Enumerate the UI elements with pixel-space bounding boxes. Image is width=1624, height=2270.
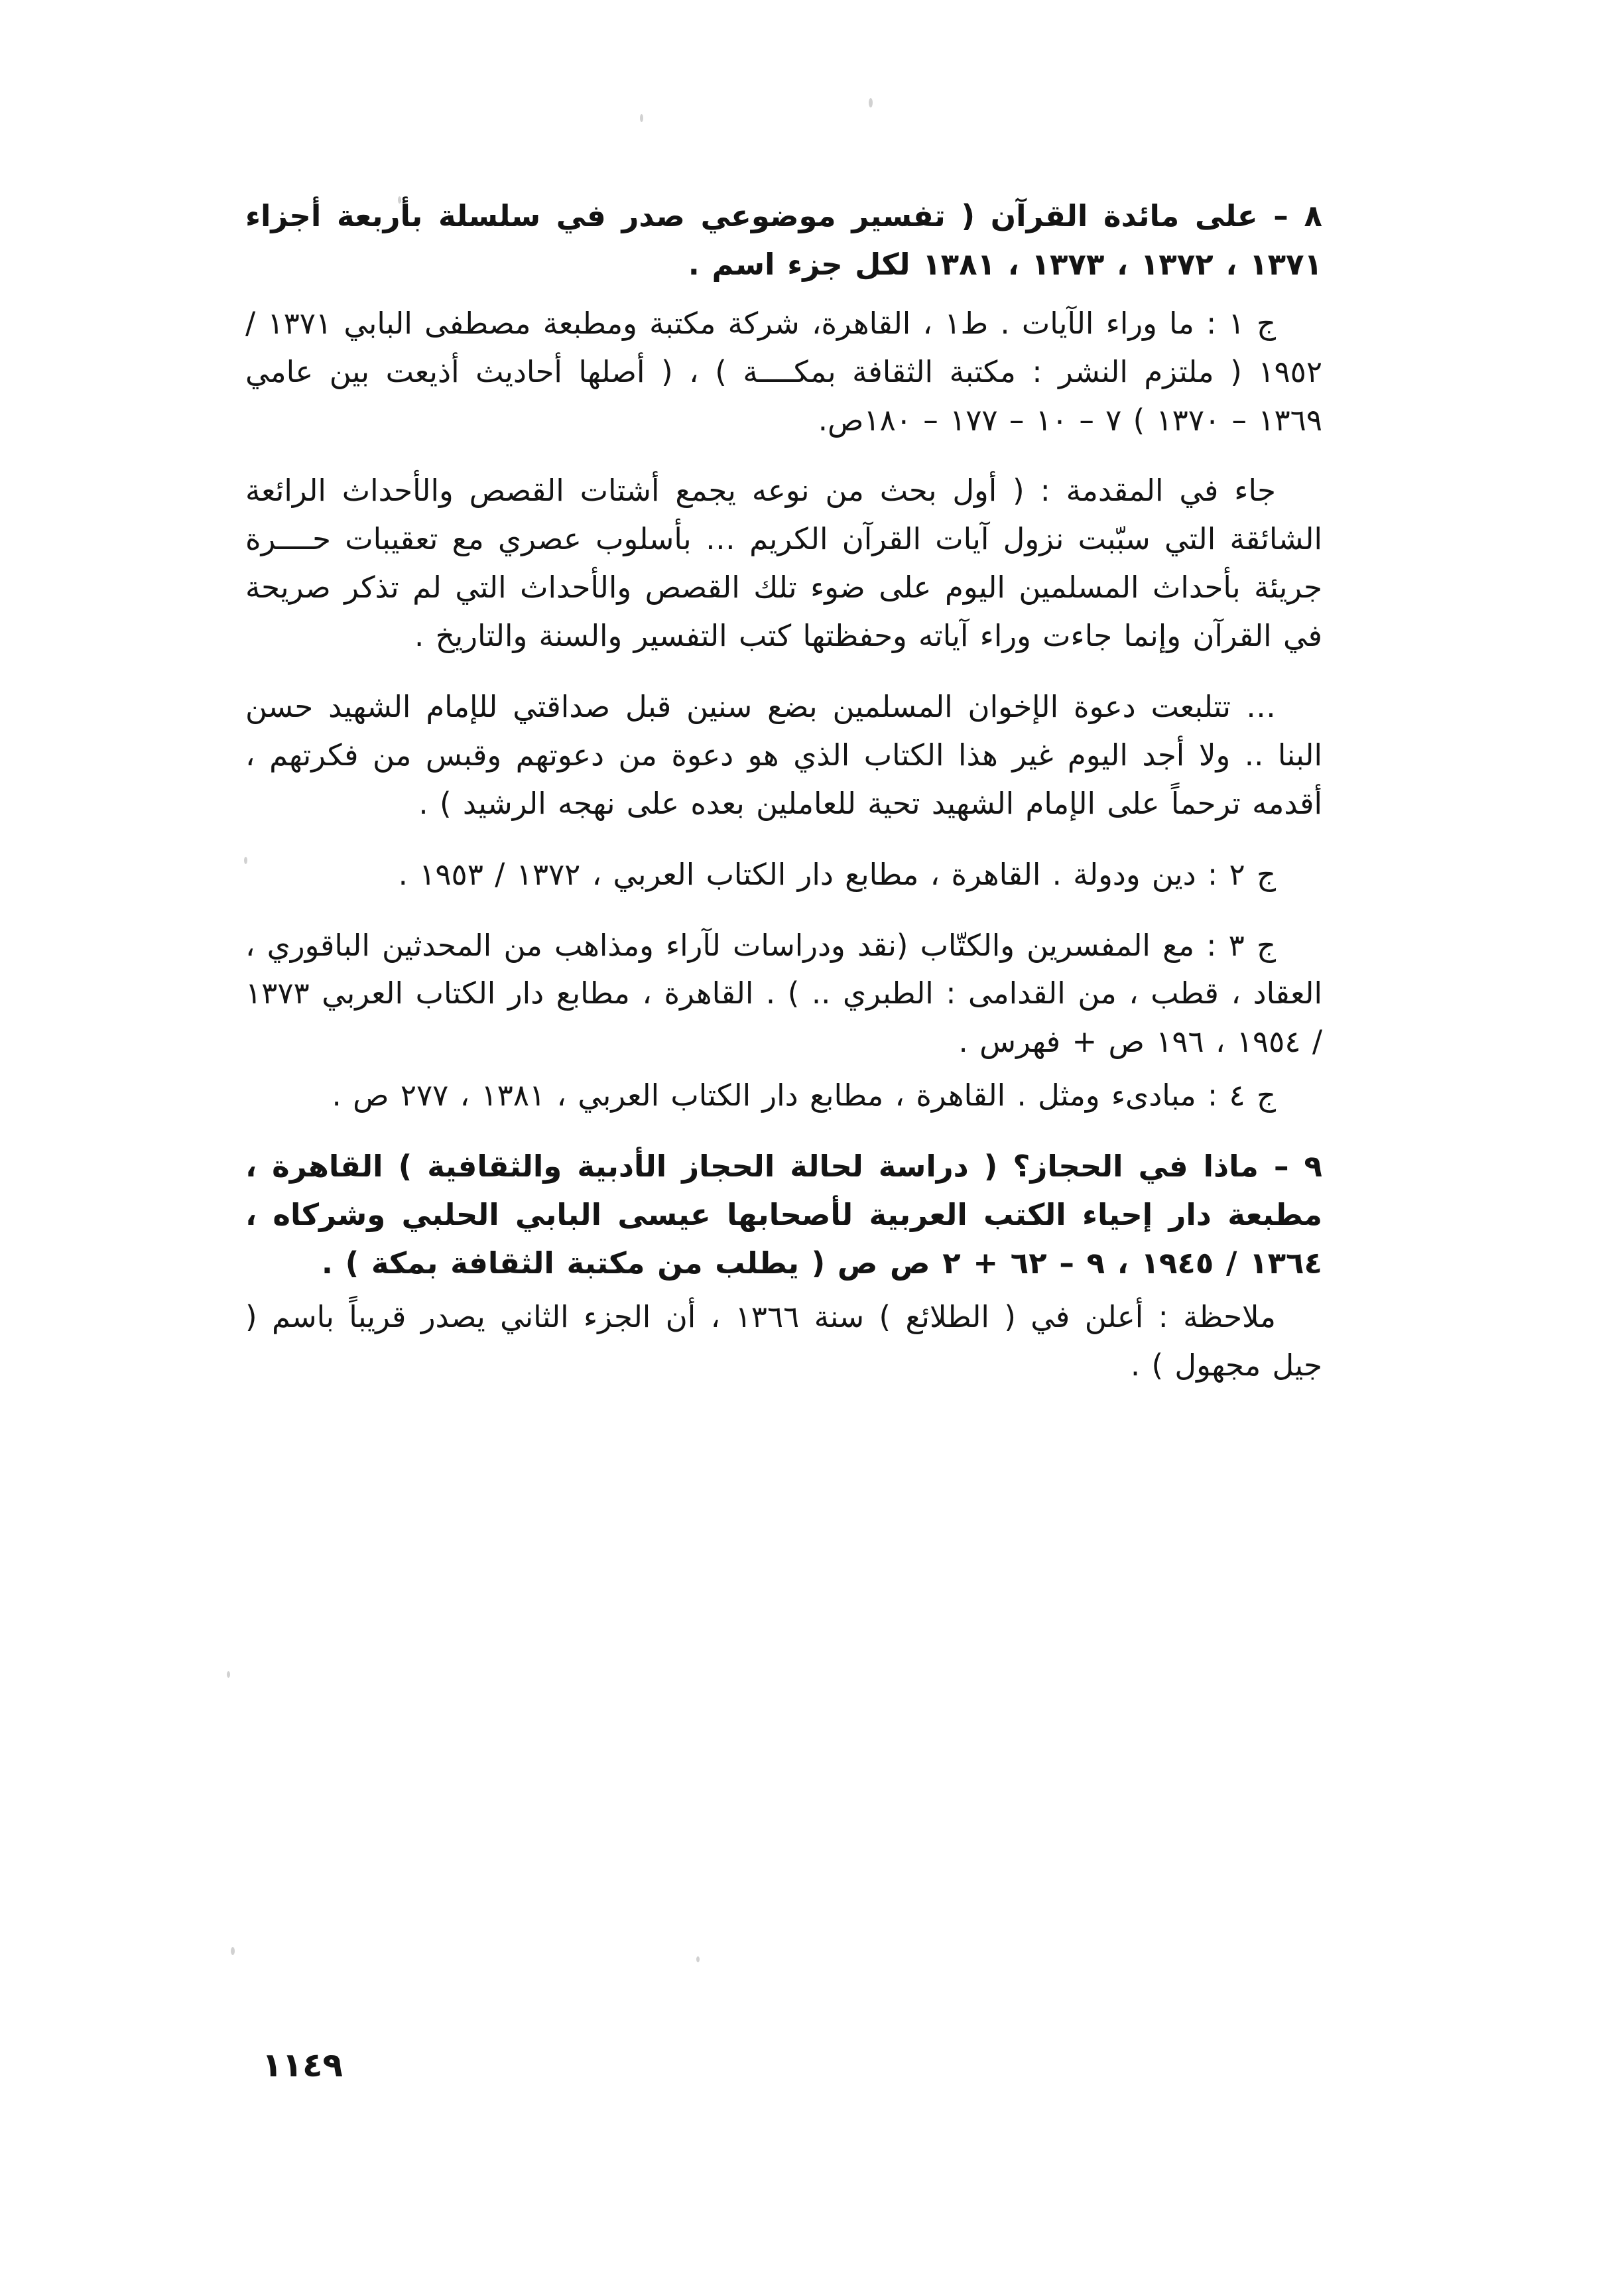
page-number: ١١٤٩	[262, 2046, 344, 2084]
bibliography-note-1: ملاحظة : أعلن في ( الطلائع ) سنة ١٣٦٦ ، أن الجزء الثاني يصدر قريباً باسم ( جيل مجهول ) .	[245, 1298, 1322, 1383]
bibliography-entry-9: ٩ – ماذا في الحجاز؟ ( دراسة لحالة الحجاز الأدبية والثقافية ) القاهرة ، مطبعة دار إحياء الكتب العربية لأصحابها عيسى البابي الحلبي وشركاه ، ١٣٦٤ / ١٩٤٥ ، ٩ – ٦٢ + ٢ ص ص ( يطلب من مكتبة الثقافة بمكة ) .	[245, 1149, 1322, 1281]
bibliography-volume-3: ج ٣ : مع المفسرين والكتّاب (نقد ودراسات لآراء ومذاهب من المحدثين الباقوري ، العقاد ، قطب ، من القدامى : الطبري .. ) . القاهرة ، مطابع دار الكتاب العربي ١٣٧٣ / ١٩٥٤ ، ١٩٦ ص + فهرس .	[245, 927, 1322, 1060]
scan-artifact	[231, 1947, 235, 1955]
scan-artifact	[640, 114, 643, 122]
page-body	[245, 192, 1322, 1399]
scan-artifact	[696, 1956, 700, 1962]
bibliography-volume-1: ج ١ : ما وراء الآيات . ط١ ، القاهرة، شركة مكتبة ومطبعة مصطفى البابي ١٣٧١ / ١٩٥٢ ( ملتزم النشر : مكتبة الثقافة بمكــــة ) ، ( أصلها أحاديث أذيعت بين عامي ١٣٦٩ – ١٣٧٠ ) ٧ – ١٠ – ١٧٧ – ١٨٠ص.	[245, 305, 1322, 438]
introduction-excerpt-2: … تتلبعت دعوة الإخوان المسلمين بضع سنين قبل صداقتي للإمام الشهيد حسن البنا .. ولا أجد اليوم غير هذا الكتاب الذي هو دعوة من دعوتهم وقبس من فكرتهم ، أقدمه ترحماً على الإمام الشهيد تحية للعاملين بعده على نهجه الرشيد ) .	[245, 689, 1322, 821]
scan-artifact	[227, 1671, 230, 1678]
scan-artifact	[869, 98, 873, 107]
introduction-excerpt-1: جاء في المقدمة : ( أول بحث من نوعه يجمع أشتات القصص والأحداث الرائعة الشائقة التي سبّبت نزول آيات القرآن الكريم … بأسلوب عصري مع تعقيبات حــــرة جريئة بأحداث المسلمين اليوم على ضوء تلك القصص والأحداث التي لم تذكر صريحة في القرآن وإنما جاءت وراء آياته وحفظتها كتب التفسير والسنة والتاريخ .	[245, 473, 1322, 654]
bibliography-entry-8: ٨ – على مائدة القرآن ( تفسير موضوعي صدر في سلسلة بأربعة أجزاء ١٣٧١ ، ١٣٧٢ ، ١٣٧٣ ، ١٣٨١ لكل جزء اسم .	[245, 198, 1322, 282]
bibliography-volume-2: ج ٢ : دين ودولة . القاهرة ، مطابع دار الكتاب العربي ، ١٣٧٢ / ١٩٥٣ .	[398, 856, 1276, 892]
bibliography-volume-4: ج ٤ : مبادىء ومثل . القاهرة ، مطابع دار الكتاب العربي ، ١٣٨١ ، ٢٧٧ ص .	[332, 1078, 1276, 1113]
